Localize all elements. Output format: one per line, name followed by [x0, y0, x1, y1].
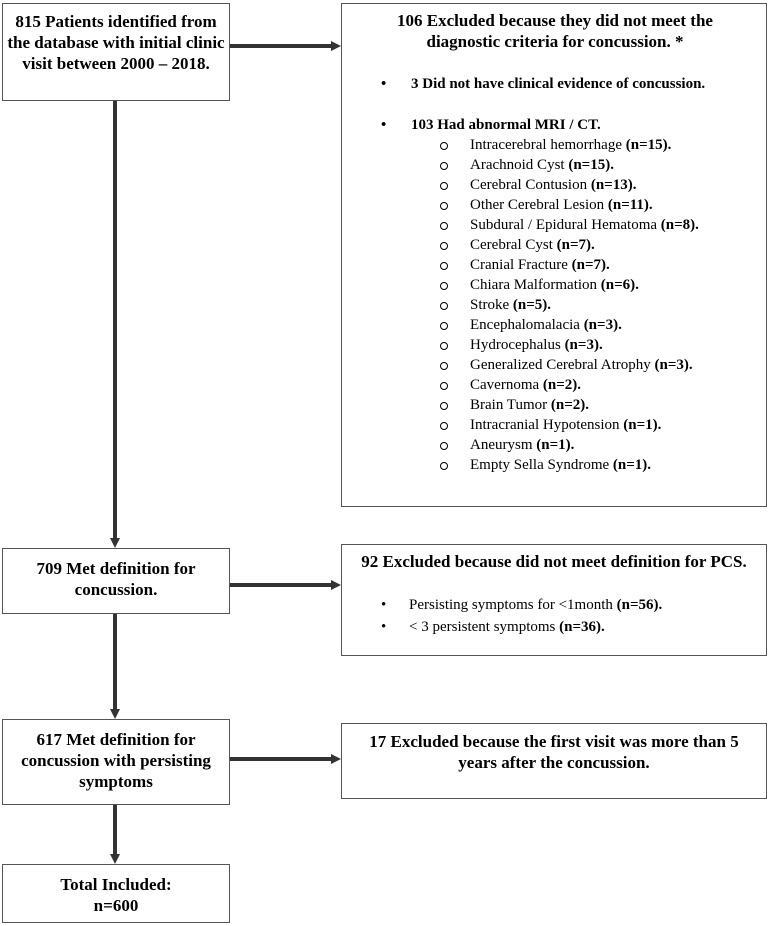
exclusion-clinical-text: 3 Did not have clinical evidence of concussion. — [411, 76, 706, 92]
imaging-finding-count: (n=6). — [600, 277, 639, 293]
imaging-finding-label: Cranial Fracture — [470, 257, 572, 273]
arrowhead-exclusion-1 — [331, 41, 341, 51]
arrowhead-exclusion-3 — [331, 754, 341, 764]
imaging-finding-text — [470, 397, 589, 414]
circle-bullet-icon — [440, 382, 448, 390]
imaging-finding-label: Stroke — [470, 297, 513, 313]
imaging-finding-count: (n=3). — [583, 317, 622, 333]
imaging-finding-text — [470, 177, 636, 194]
circle-bullet-icon — [440, 442, 448, 450]
circle-bullet-icon — [440, 222, 448, 230]
circle-bullet-icon — [440, 262, 448, 270]
imaging-finding-label: Chiara Malformation — [470, 277, 601, 293]
imaging-finding-count: (n=15). — [568, 157, 614, 173]
step-identified-text: 815 Patients identified from the database with initial clinic visit between 2000 – 2018. — [7, 12, 225, 73]
imaging-finding-count: (n=5). — [512, 297, 552, 313]
total-value: n=600 — [93, 896, 139, 915]
bullet-icon: • — [381, 619, 387, 635]
connector-exclusion-3 — [230, 757, 332, 761]
pcs-exclusion-count: (n=36). — [559, 619, 605, 635]
exclusion-imaging-text: 103 Had abnormal MRI / CT. — [411, 117, 601, 133]
imaging-finding-count: (n=3). — [564, 337, 603, 353]
imaging-finding-count: (n=7). — [571, 257, 610, 273]
imaging-finding-label: Intracerebral hemorrhage — [470, 137, 626, 153]
arrowhead-exclusion-2 — [331, 580, 341, 590]
step-concussion-box — [2, 548, 230, 614]
imaging-finding-label: Arachnoid Cyst — [470, 157, 569, 173]
pcs-exclusion-text — [409, 619, 605, 636]
imaging-finding-label: Cerebral Contusion — [470, 177, 591, 193]
imaging-finding-text — [470, 417, 661, 434]
imaging-finding-label: Other Cerebral Lesion — [470, 197, 608, 213]
imaging-finding-label: Encephalomalacia — [470, 317, 584, 333]
imaging-finding-text — [470, 197, 653, 214]
imaging-finding-text — [470, 257, 610, 274]
exclusion-pcs-title: 92 Excluded because did not meet definition for PCS. — [361, 552, 747, 571]
imaging-finding-label: Cerebral Cyst — [470, 237, 557, 253]
connector-exclusion-2 — [230, 583, 332, 587]
imaging-finding-count: (n=1). — [612, 457, 652, 473]
step-concussion-text: 709 Met definition for concussion. — [36, 559, 196, 599]
bullet-icon: • — [381, 597, 387, 613]
total-label: Total Included: — [60, 875, 172, 894]
step-total-box — [2, 864, 230, 923]
imaging-finding-label: Intracranial Hypotension — [470, 417, 624, 433]
circle-bullet-icon — [440, 322, 448, 330]
bullet-icon: • — [381, 117, 387, 133]
circle-bullet-icon — [440, 142, 448, 150]
pcs-exclusion-label: Persisting symptoms for <1month — [409, 597, 617, 613]
imaging-finding-text — [470, 297, 551, 314]
pcs-exclusion-text — [409, 597, 662, 614]
imaging-finding-label: Subdural / Epidural Hematoma — [470, 217, 661, 233]
circle-bullet-icon — [440, 402, 448, 410]
step-identified-box — [2, 3, 230, 101]
imaging-finding-text — [470, 217, 699, 234]
imaging-finding-label: Brain Tumor — [470, 397, 551, 413]
circle-bullet-icon — [440, 362, 448, 370]
connector-2-3 — [113, 614, 117, 710]
imaging-finding-text — [470, 277, 639, 294]
imaging-finding-count: (n=1). — [536, 437, 575, 453]
imaging-finding-count: (n=3). — [654, 357, 693, 373]
circle-bullet-icon — [440, 202, 448, 210]
imaging-finding-count: (n=15). — [625, 137, 672, 153]
imaging-finding-label: Hydrocephalus — [470, 337, 565, 353]
connector-exclusion-1 — [230, 44, 332, 48]
imaging-finding-text — [470, 317, 622, 334]
arrowhead-3-4 — [110, 854, 120, 864]
imaging-finding-count: (n=13). — [590, 177, 637, 193]
circle-bullet-icon — [440, 162, 448, 170]
circle-bullet-icon — [440, 282, 448, 290]
imaging-finding-text — [470, 437, 574, 454]
imaging-finding-label: Aneurysm — [470, 437, 537, 453]
imaging-finding-count: (n=1). — [623, 417, 662, 433]
imaging-finding-text — [470, 237, 595, 254]
pcs-exclusion-label: < 3 persistent symptoms — [409, 619, 560, 635]
circle-bullet-icon — [440, 242, 448, 250]
circle-bullet-icon — [440, 342, 448, 350]
imaging-finding-text — [470, 377, 581, 394]
exclusion-timing-title: 17 Excluded because the first visit was more than 5 years after the concussion. — [369, 732, 739, 772]
imaging-finding-label: Empty Sella Syndrome — [470, 457, 613, 473]
imaging-finding-count: (n=2). — [542, 377, 582, 393]
imaging-finding-label: Cavernoma — [470, 377, 543, 393]
imaging-finding-text — [470, 157, 614, 174]
step-persisting-box — [2, 719, 230, 805]
bullet-icon: • — [381, 76, 387, 92]
imaging-finding-text — [470, 357, 693, 374]
step-persisting-text: 617 Met definition for concussion with persisting symptoms — [21, 730, 211, 791]
imaging-finding-text — [470, 137, 671, 154]
circle-bullet-icon — [440, 462, 448, 470]
imaging-finding-count: (n=8). — [660, 217, 699, 233]
imaging-finding-text — [470, 457, 651, 474]
imaging-finding-count: (n=11). — [607, 197, 653, 213]
circle-bullet-icon — [440, 302, 448, 310]
exclusion-diagnostic-title: 106 Excluded because they did not meet the diagnostic criteria for concussion. * — [397, 11, 713, 51]
pcs-exclusion-count: (n=56). — [616, 597, 663, 613]
circle-bullet-icon — [440, 422, 448, 430]
imaging-finding-count: (n=7). — [556, 237, 595, 253]
connector-3-4 — [113, 805, 117, 855]
imaging-finding-label: Generalized Cerebral Atrophy — [470, 357, 655, 373]
circle-bullet-icon — [440, 182, 448, 190]
arrowhead-1-2 — [110, 538, 120, 548]
imaging-finding-count: (n=2). — [550, 397, 589, 413]
imaging-finding-text — [470, 337, 603, 354]
arrowhead-2-3 — [110, 709, 120, 719]
connector-1-2 — [113, 101, 117, 539]
